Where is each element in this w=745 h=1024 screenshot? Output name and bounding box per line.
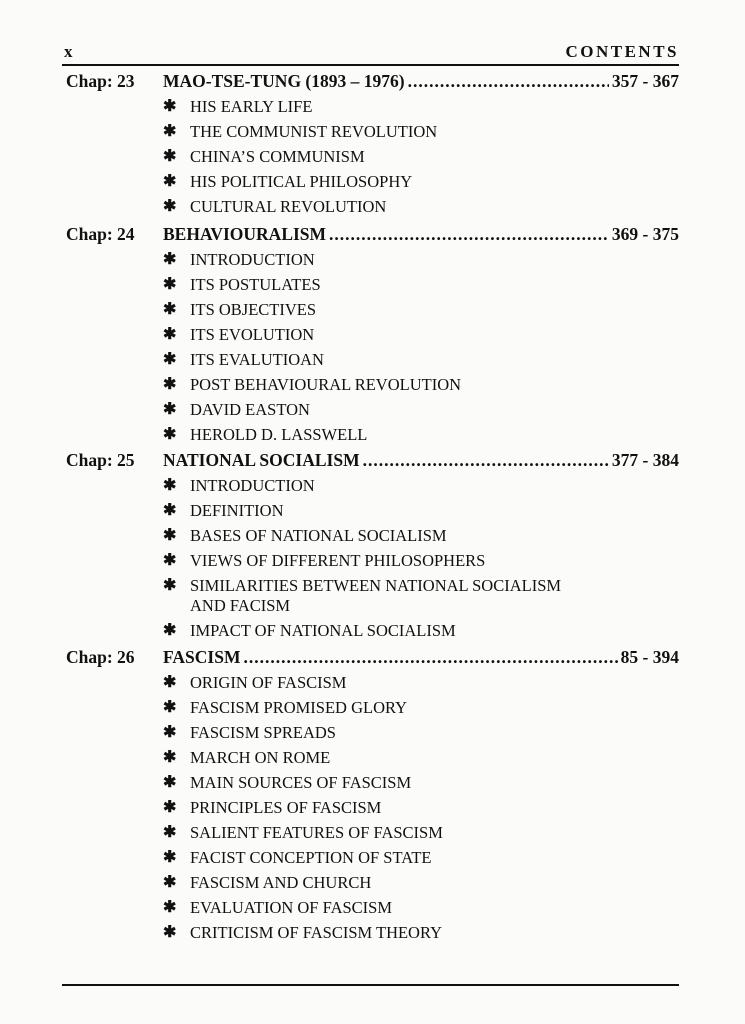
asterisk-bullet-icon: ✱ (163, 173, 177, 190)
topic-item (62, 698, 679, 718)
topic-text: FASCISM PROMISED GLORY (190, 698, 407, 717)
footer-rule (62, 984, 679, 986)
topic-item (62, 400, 679, 420)
dot-leader (408, 71, 609, 92)
asterisk-bullet-icon: ✱ (163, 899, 177, 916)
topic-text: INTRODUCTION (190, 476, 315, 495)
chapter-pages: 85 - 394 (620, 647, 679, 667)
asterisk-bullet-icon: ✱ (163, 502, 177, 519)
topic-text: DAVID EASTON (190, 400, 310, 419)
asterisk-bullet-icon: ✱ (163, 749, 177, 766)
topic-item (62, 748, 679, 768)
asterisk-bullet-icon: ✱ (163, 98, 177, 115)
asterisk-bullet-icon: ✱ (163, 799, 177, 816)
topic-item (62, 97, 679, 117)
chapter-heading (62, 71, 679, 97)
topic-item (62, 723, 679, 743)
topic-text: PRINCIPLES OF FASCISM (190, 798, 382, 817)
asterisk-bullet-icon: ✱ (163, 251, 177, 268)
chapter-block (62, 224, 679, 450)
topic-text: MARCH ON ROME (190, 748, 331, 767)
asterisk-bullet-icon: ✱ (163, 477, 177, 494)
topic-text: ITS POSTULATES (190, 275, 321, 294)
asterisk-bullet-icon: ✱ (163, 148, 177, 165)
topic-text: ORIGIN OF FASCISM (190, 673, 347, 692)
asterisk-bullet-icon: ✱ (163, 401, 177, 418)
page-header (62, 42, 679, 66)
topic-text: FASCISM SPREADS (190, 723, 336, 742)
topic-item (62, 551, 679, 571)
asterisk-bullet-icon: ✱ (163, 724, 177, 741)
topic-item (62, 673, 679, 693)
topic-text: FACIST CONCEPTION OF STATE (190, 848, 432, 867)
asterisk-bullet-icon: ✱ (163, 123, 177, 140)
topic-text: MAIN SOURCES OF FASCISM (190, 773, 412, 792)
page-number: x (64, 42, 73, 61)
topic-item (62, 375, 679, 395)
topic-text: HIS EARLY LIFE (190, 97, 313, 116)
chapter-label: Chap: 23 (66, 71, 135, 91)
topic-item (62, 923, 679, 943)
chapter-pages: 369 - 375 (611, 224, 679, 244)
topic-text: FASCISM AND CHURCH (190, 873, 372, 892)
topic-item (62, 147, 679, 167)
topic-list (62, 97, 679, 217)
topic-text: SALIENT FEATURES OF FASCISM (190, 823, 443, 842)
chapter-label: Chap: 26 (66, 647, 135, 667)
chapter-block (62, 647, 679, 948)
asterisk-bullet-icon: ✱ (163, 622, 177, 639)
topic-text: THE COMMUNIST REVOLUTION (190, 122, 438, 141)
topic-text: IMPACT OF NATIONAL SOCIALISM (190, 621, 456, 640)
asterisk-bullet-icon: ✱ (163, 874, 177, 891)
asterisk-bullet-icon: ✱ (163, 577, 177, 594)
asterisk-bullet-icon: ✱ (163, 924, 177, 941)
topic-text: ITS EVOLUTION (190, 325, 315, 344)
topic-item (62, 798, 679, 818)
topic-item (62, 300, 679, 320)
dot-leader (363, 450, 609, 471)
topic-item (62, 250, 679, 270)
topic-item (62, 425, 679, 445)
asterisk-bullet-icon: ✱ (163, 376, 177, 393)
asterisk-bullet-icon: ✱ (163, 527, 177, 544)
topic-text: INTRODUCTION (190, 250, 315, 269)
chapter-label: Chap: 24 (66, 224, 135, 244)
chapter-block (62, 450, 679, 646)
topic-list (62, 250, 679, 445)
topic-item (62, 275, 679, 295)
chapter-title: NATIONAL SOCIALISM (163, 450, 360, 470)
topic-text: ITS EVALUTIOAN (190, 350, 324, 369)
topic-text: HIS POLITICAL PHILOSOPHY (190, 172, 413, 191)
asterisk-bullet-icon: ✱ (163, 824, 177, 841)
topic-item (62, 350, 679, 370)
topic-list (62, 476, 679, 641)
asterisk-bullet-icon: ✱ (163, 276, 177, 293)
topic-text: SIMILARITIES BETWEEN NATIONAL SOCIALISM AND FACISM (190, 576, 562, 615)
topic-item (62, 501, 679, 521)
topic-text: VIEWS OF DIFFERENT PHILOSOPHERS (190, 551, 486, 570)
topic-text: POST BEHAVIOURAL REVOLUTION (190, 375, 462, 394)
asterisk-bullet-icon: ✱ (163, 198, 177, 215)
chapter-pages: 357 - 367 (611, 71, 679, 91)
chapter-label: Chap: 25 (66, 450, 135, 470)
topic-text: EVALUATION OF FASCISM (190, 898, 393, 917)
asterisk-bullet-icon: ✱ (163, 351, 177, 368)
topic-text: CULTURAL REVOLUTION (190, 197, 387, 216)
chapter-title: BEHAVIOURALISM (163, 224, 327, 244)
topic-item (62, 898, 679, 918)
chapter-title: MAO-TSE-TUNG (1893 – 1976) (163, 71, 405, 91)
topic-item (62, 576, 679, 616)
topic-text: CRITICISM OF FASCISM THEORY (190, 923, 442, 942)
chapter-heading (62, 224, 679, 250)
running-title: CONTENTS (565, 42, 679, 61)
chapter-pages: 377 - 384 (611, 450, 679, 470)
topic-item (62, 848, 679, 868)
chapter-heading (62, 450, 679, 476)
asterisk-bullet-icon: ✱ (163, 849, 177, 866)
topic-text: HEROLD D. LASSWELL (190, 425, 368, 444)
topic-text: CHINA’S COMMUNISM (190, 147, 365, 166)
chapter-title: FASCISM (163, 647, 241, 667)
chapter-heading (62, 647, 679, 673)
dot-leader (243, 647, 617, 668)
topic-item (62, 325, 679, 345)
asterisk-bullet-icon: ✱ (163, 552, 177, 569)
chapter-block (62, 71, 679, 222)
dot-leader (329, 224, 609, 245)
topic-text: DEFINITION (190, 501, 284, 520)
asterisk-bullet-icon: ✱ (163, 674, 177, 691)
topic-text: BASES OF NATIONAL SOCIALISM (190, 526, 447, 545)
asterisk-bullet-icon: ✱ (163, 301, 177, 318)
topic-item (62, 621, 679, 641)
topic-item (62, 773, 679, 793)
topic-item (62, 526, 679, 546)
topic-item (62, 873, 679, 893)
topic-item (62, 122, 679, 142)
topic-item (62, 823, 679, 843)
topic-item (62, 197, 679, 217)
topic-item (62, 476, 679, 496)
asterisk-bullet-icon: ✱ (163, 326, 177, 343)
topic-text: ITS OBJECTIVES (190, 300, 317, 319)
topic-item (62, 172, 679, 192)
topic-list (62, 673, 679, 943)
asterisk-bullet-icon: ✱ (163, 426, 177, 443)
asterisk-bullet-icon: ✱ (163, 699, 177, 716)
asterisk-bullet-icon: ✱ (163, 774, 177, 791)
